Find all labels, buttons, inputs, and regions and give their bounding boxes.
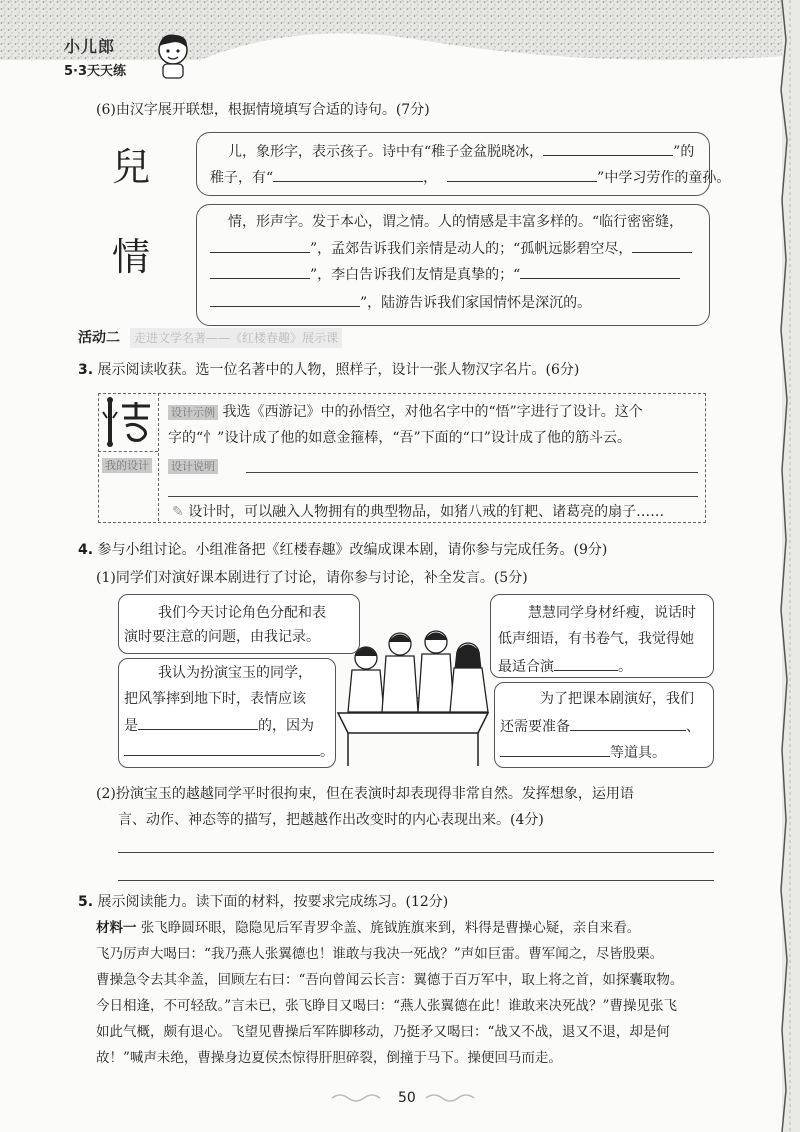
- q6-er-line1: [228, 141, 694, 162]
- q6-er-text: 儿，象形字，表示孩子。诗中有“稚子金盆脱晓冰，: [228, 144, 544, 160]
- page-number: 50: [398, 1090, 416, 1106]
- mascot-boy-icon: [150, 30, 196, 80]
- answer-line[interactable]: [168, 496, 698, 497]
- bubble2-line2: 低声细语，有书卷气，我觉得她: [498, 631, 694, 647]
- tag-example: 设计示例: [168, 405, 218, 420]
- q6-qing-line2: [210, 238, 692, 259]
- bubble2-text: 。: [618, 659, 632, 675]
- footer-ornament-right: [424, 1092, 484, 1104]
- bubble3-line4: [124, 741, 334, 762]
- q6-qing-line1: 情，形声字。发于本心，谓之情。人的情感是丰富多样的。“临行密密缝，: [228, 214, 684, 230]
- q3-hint-text: 设计时，可以融入人物拥有的典型物品，如猪八戒的钉耙、诸葛亮的扇子……: [188, 504, 665, 520]
- bubble1-line2: 演时要注意的问题，由我记录。: [124, 629, 320, 645]
- bubble3-line3: [124, 715, 314, 736]
- q6-qing-line4: [210, 292, 591, 313]
- q5-material-line4: 今日相逢，不可轻敌。”言未已，张飞睁目又喝曰：“燕人张翼德在此！谁敢来决死战？”曹操见张飞: [96, 998, 677, 1014]
- bubble4-line3: [500, 742, 666, 763]
- bubble4-line2: [500, 716, 700, 737]
- q4-sub1: (1)同学们对演好课本剧进行了讨论，请你参与讨论，补全发言。(5分): [96, 570, 528, 586]
- bubble2-text: 最适合演: [498, 659, 554, 675]
- bubble3-text: 是: [124, 718, 138, 734]
- bubble4-text: 还需要准备: [500, 719, 570, 735]
- activity2-label: 活动二: [78, 330, 120, 346]
- q3-example-text: 我选《西游记》中的孙悟空，对他名字中的“悟”字进行了设计。这个: [222, 404, 643, 420]
- question-number: 3.: [78, 362, 94, 378]
- bubble1-line1: 我们今天讨论角色分配和表: [158, 605, 326, 621]
- q6-er-text: ”中学习劳作的童孙。: [597, 170, 731, 186]
- q5-title-text: 展示阅读能力。读下面的材料，按要求完成练习。(12分): [97, 894, 449, 910]
- bubble3-line1: 我认为扮演宝玉的同学，: [158, 665, 312, 681]
- answer-blank[interactable]: [210, 292, 360, 307]
- q5-material-line5: 如此气概，颇有退心。飞望见曹操后军阵脚移动，乃挺矛又喝曰：“战又不战，退又不退，却是何: [96, 1024, 670, 1040]
- tag-my-design-text: 我的设计: [102, 458, 152, 473]
- q3-divider: [158, 393, 159, 521]
- answer-blank[interactable]: [273, 167, 423, 182]
- brand-series: 5·3天天练: [64, 64, 127, 79]
- bubble4-line1: 为了把课本剧演好，我们: [540, 691, 694, 707]
- q5-material-line3: 曹操急令去其伞盖，回顾左右曰：“吾向曾闻云长言：翼德于百万军中，取上将之首，如探囊取物。: [96, 972, 684, 988]
- bubble3-text: 。: [320, 744, 334, 760]
- q5-material-line2: 飞乃厉声大喝曰：“我乃燕人张翼德也！谁敢与我决一死战？”声如巨雷。曹军闻之，尽皆股栗。: [96, 946, 664, 962]
- q6-er-text: 稚子，有“: [210, 170, 274, 186]
- q4-title-text: 参与小组讨论。小组准备把《红楼春趣》改编成课本剧，请你参与完成任务。(9分): [97, 542, 608, 558]
- bubble3-line2: 把风筝摔到地下时，表情应该: [124, 691, 306, 707]
- seal-char-qing: 情: [112, 235, 151, 279]
- q6-qing-text: ”，陆游告诉我们家国情怀是深沉的。: [360, 295, 592, 311]
- q3-title: [78, 360, 579, 380]
- q4-title: [78, 540, 607, 560]
- answer-blank[interactable]: [554, 656, 618, 671]
- q6-er-text: ，: [423, 170, 438, 186]
- q3-example-line1: [168, 402, 643, 423]
- bubble4-text: 、: [686, 719, 700, 735]
- material-one-label: 材料一: [96, 920, 137, 936]
- page-binding-edge: [760, 0, 800, 1132]
- q3-hint: [172, 502, 664, 522]
- q3-title-text: 展示阅读收获。选一位名著中的人物，照样子，设计一张人物汉字名片。(6分): [97, 362, 580, 378]
- q6-qing-line3: [210, 264, 680, 285]
- q6-er-line2: [210, 167, 730, 188]
- answer-blank[interactable]: [124, 741, 320, 756]
- tag-design-desc: 设计说明: [168, 459, 218, 474]
- bubble3-text: 的，因为: [258, 718, 314, 734]
- q5-title: [78, 892, 448, 912]
- bubble2-line1: 慧慧同学身材纤瘦，说话时: [528, 605, 696, 621]
- wu-design-icon: [100, 396, 156, 448]
- q6-qing-text: ”，孟郊告诉我们亲情是动人的；“孤帆远影碧空尽，: [310, 241, 633, 257]
- q4-sub2-line1: (2)扮演宝玉的越越同学平时很拘束，但在表演时却表现得非常自然。发挥想象，运用语: [96, 786, 634, 802]
- answer-blank[interactable]: [520, 264, 680, 279]
- q5-material-line6: 故！”喊声未绝，曹操身边夏侯杰惊得肝胆碎裂，倒撞于马下。操便回马而走。: [96, 1050, 562, 1066]
- answer-blank[interactable]: [210, 264, 310, 279]
- answer-blank[interactable]: [138, 715, 258, 730]
- answer-blank[interactable]: [500, 742, 610, 757]
- answer-blank[interactable]: [210, 238, 310, 253]
- activity2-faded-title: 走进文学名著——《红楼春趣》展示课: [130, 328, 342, 348]
- question-number: 4.: [78, 542, 94, 558]
- answer-blank[interactable]: [570, 716, 686, 731]
- q5-material-text: 张飞睁圆环眼，隐隐见后军青罗伞盖、旄钺旌旗来到，料得是曹操心疑，亲自来看。: [140, 920, 641, 936]
- seal-char-er: 兒: [112, 145, 151, 189]
- bubble2-line3: [498, 656, 632, 677]
- answer-line[interactable]: [246, 472, 698, 473]
- footer-ornament-left: [330, 1092, 390, 1104]
- q5-material-line1: [96, 918, 640, 938]
- question-number: 5.: [78, 894, 94, 910]
- wu-design-char: [100, 396, 156, 458]
- q6-title: (6)由汉字展开联想，根据情境填写合适的诗句。(7分): [96, 102, 430, 118]
- bubble4-text: 等道具。: [610, 745, 666, 761]
- q3-desc-line: [168, 456, 218, 477]
- answer-line[interactable]: [118, 852, 714, 853]
- brand-logo: 小儿郎: [64, 37, 116, 56]
- q6-qing-text: ”，李白告诉我们友情是真挚的；“: [310, 267, 521, 283]
- q6-er-text: ”的: [673, 144, 695, 160]
- answer-blank[interactable]: [543, 141, 673, 156]
- hint-icon: ✎: [172, 504, 184, 520]
- tag-my-design: [102, 454, 152, 473]
- answer-blank[interactable]: [632, 238, 692, 253]
- answer-blank[interactable]: [447, 167, 597, 182]
- answer-line[interactable]: [118, 880, 714, 881]
- q4-sub2-line2: 言、动作、神态等的描写，把越越作出改变时的内心表现出来。(4分): [118, 812, 544, 828]
- q3-example-line2: 字的“忄”设计成了他的如意金箍棒，“吾”下面的“口”设计成了他的筋斗云。: [168, 430, 631, 446]
